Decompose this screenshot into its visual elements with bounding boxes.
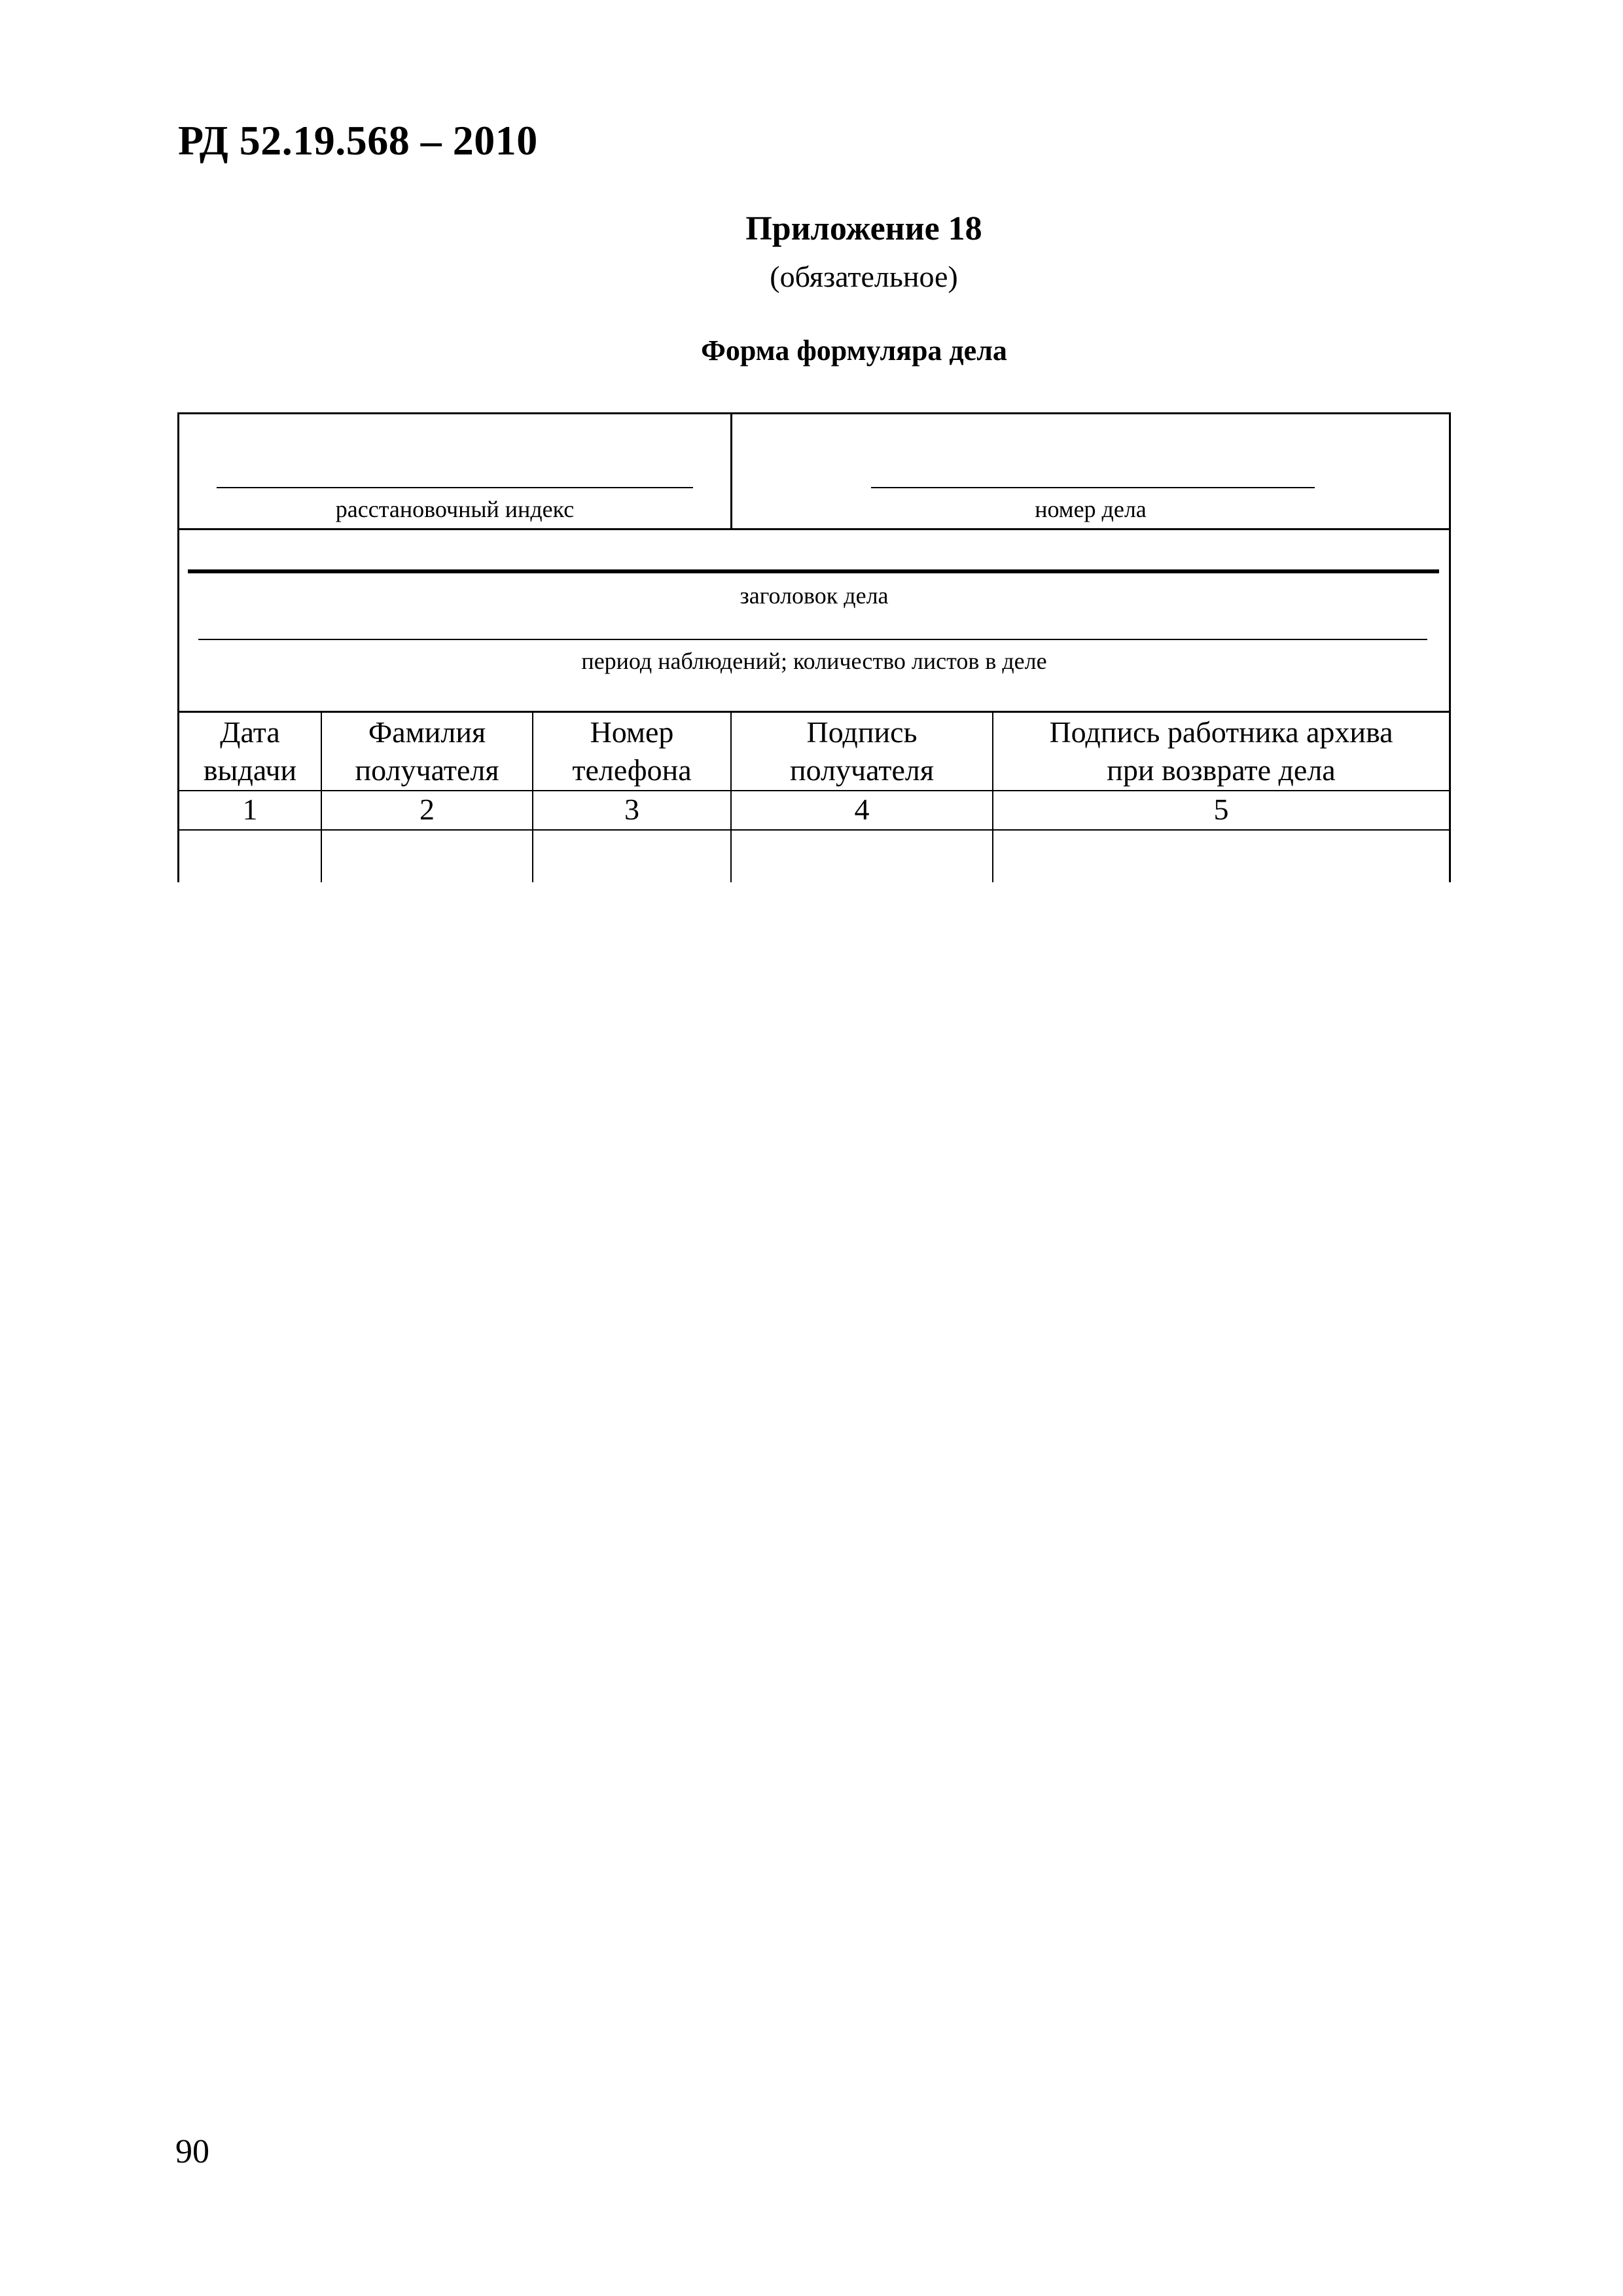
column-number-5: 5 bbox=[1213, 793, 1229, 826]
form-border-top bbox=[177, 412, 1451, 414]
annex-status: (обязательное) bbox=[770, 260, 958, 293]
page-number: 90 bbox=[175, 2133, 209, 2170]
period-caption: период наблюдений; количество листов в деле bbox=[581, 648, 1047, 674]
case-heading-blank-line bbox=[188, 569, 1439, 573]
column-number-1: 1 bbox=[242, 793, 258, 826]
column-number-3: 3 bbox=[624, 793, 639, 826]
form-border-right bbox=[1449, 412, 1451, 882]
column-header-phone-number: Номер телефона bbox=[572, 715, 692, 787]
document-code: РД 52.19.568 – 2010 bbox=[178, 117, 538, 164]
case-heading-caption: заголовок дела bbox=[740, 583, 889, 609]
column-header-issue-date: Дата выдачи bbox=[203, 715, 297, 787]
column-number-4: 4 bbox=[854, 793, 870, 826]
column-number-2: 2 bbox=[419, 793, 435, 826]
number-row-bottom-border bbox=[177, 829, 1451, 831]
form-title: Форма формуляра дела bbox=[701, 334, 1007, 367]
period-blank-line bbox=[198, 639, 1427, 640]
middle-section-bottom-border bbox=[177, 711, 1451, 713]
case-number-blank-line bbox=[871, 487, 1315, 488]
column-header-archivist-signature: Подпись работника архива при возврате дела bbox=[1049, 715, 1393, 787]
case-form-table bbox=[177, 412, 1451, 882]
placement-index-caption: расстановочный индекс bbox=[335, 496, 575, 522]
top-section-bottom-border bbox=[177, 528, 1451, 530]
column-header-recipient-signature: Подпись получателя bbox=[790, 715, 934, 787]
placement-index-blank-line bbox=[217, 487, 693, 488]
case-number-caption: номер дела bbox=[1035, 496, 1147, 522]
column-header-recipient-name: Фамилия получателя bbox=[355, 715, 499, 787]
annex-title: Приложение 18 bbox=[745, 210, 982, 247]
